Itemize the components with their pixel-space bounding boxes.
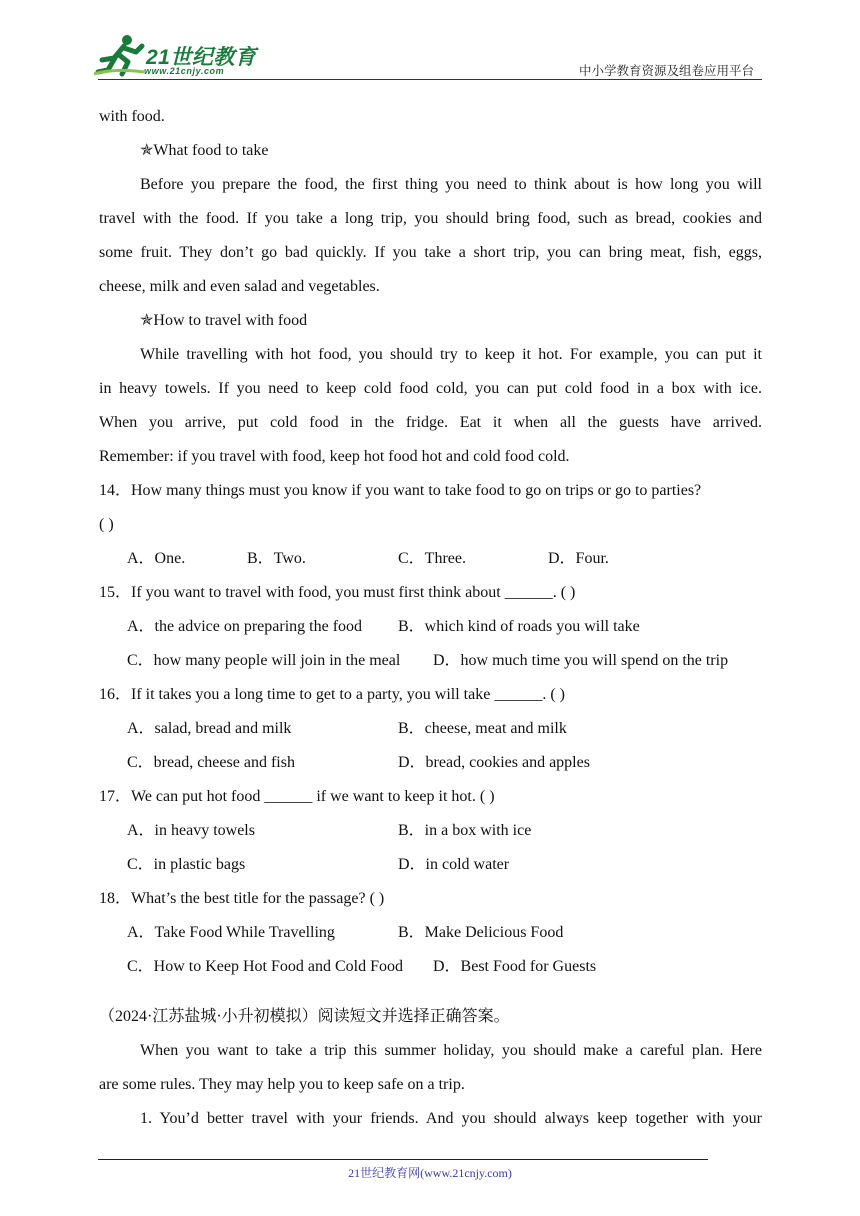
option-d: D．Best Food for Guests [433,958,597,975]
option-a: A．salad, bread and milk [127,720,292,737]
passage-line: When you want to take a trip this summer holiday, you should make a careful plan. Here [140,1042,762,1059]
question-18-stem: 18．What’s the best title for the passage? ( ) [99,890,385,907]
passage-line: When you arrive, put cold food in the fridge. Eat it when all the guests have arrived. [99,414,762,431]
option-d: D．in cold water [398,856,510,873]
passage-source: （2024·江苏盐城·小升初模拟）阅读短文并选择正确答案。 [99,1008,510,1025]
header-divider [98,79,762,80]
option-a: A．One. [127,550,186,567]
passage-line: Remember: if you travel with food, keep hot food hot and cold food cold. [99,448,570,465]
question-16-stem: 16．If it takes you a long time to get to a party, you will take ______. ( ) [99,686,565,703]
option-c: C．Three. [398,550,466,567]
option-b: B．cheese, meat and milk [398,720,567,737]
section-heading-text: How to travel with food [153,312,308,329]
option-a: A．in heavy towels [127,822,255,839]
passage-line: 1. You’d better travel with your friends. And you should always keep together with your [140,1110,762,1127]
option-d: D．bread, cookies and apples [398,754,590,771]
passage-line: travel with the food. If you take a long trip, you should bring food, such as bread, cookies and [99,210,762,227]
passage-line: Before you prepare the food, the first thing you need to think about is how long you will [140,176,762,193]
page-header [0,0,860,80]
option-c: C．in plastic bags [127,856,246,873]
option-d: D．Four. [548,550,609,567]
logo-text: 21世纪教育 [146,46,257,69]
question-18-options [99,916,762,950]
option-a: A．the advice on preparing the food [127,618,363,635]
footer-divider [98,1159,708,1160]
passage-line: are some rules. They may help you to keep safe on a trip. [99,1076,465,1093]
document-body [99,100,762,1136]
option-c: C．How to Keep Hot Food and Cold Food [127,958,404,975]
question-15-options [99,610,762,644]
page-footer: 21世纪教育网(www.21cnjy.com) [348,1166,512,1180]
option-b: B．Make Delicious Food [398,924,564,941]
question-14-options [99,542,762,576]
section-heading-text: What food to take [153,142,269,159]
option-c: C．how many people will join in the meal [127,652,401,669]
section-heading-how-travel [99,304,762,338]
platform-title: 中小学教育资源及组卷应用平台 [578,64,754,78]
question-17-options [99,814,762,848]
question-15-options [99,644,762,678]
passage-line: While travelling with hot food, you should try to keep it hot. For example, you can put it [140,346,762,363]
question-14-answer-blank: ( ) [99,516,114,533]
question-15-stem: 15．If you want to travel with food, you must first think about ______. ( ) [99,584,576,601]
passage-line: in heavy towels. If you need to keep cold food cold, you can put cold food in a box with ice. [99,380,762,397]
option-d: D．how much time you will spend on the trip [433,652,729,669]
question-16-options [99,712,762,746]
question-17-stem: 17．We can put hot food ______ if we want to keep it hot. ( ) [99,788,495,805]
star-icon: ✯ [140,142,154,159]
section-spacer [99,984,762,1000]
question-18-options [99,950,762,984]
section-heading-what-food [99,134,762,168]
passage-line: cheese, milk and even salad and vegetables. [99,278,380,295]
question-17-options [99,848,762,882]
option-c: C．bread, cheese and fish [127,754,295,771]
passage-line: with food. [99,108,165,125]
star-icon: ✯ [140,312,154,329]
option-b: B．in a box with ice [398,822,532,839]
option-b: B．which kind of roads you will take [398,618,640,635]
option-b: B．Two. [247,550,306,567]
logo-url: www.21cnjy.com [144,66,225,76]
question-16-options [99,746,762,780]
question-14-stem: 14．How many things must you know if you want to take food to go on trips or go to parties? [99,482,702,499]
passage-line: some fruit. They don’t go bad quickly. If you take a short trip, you can bring meat, fish, eggs, [99,244,762,261]
option-a: A．Take Food While Travelling [127,924,335,941]
